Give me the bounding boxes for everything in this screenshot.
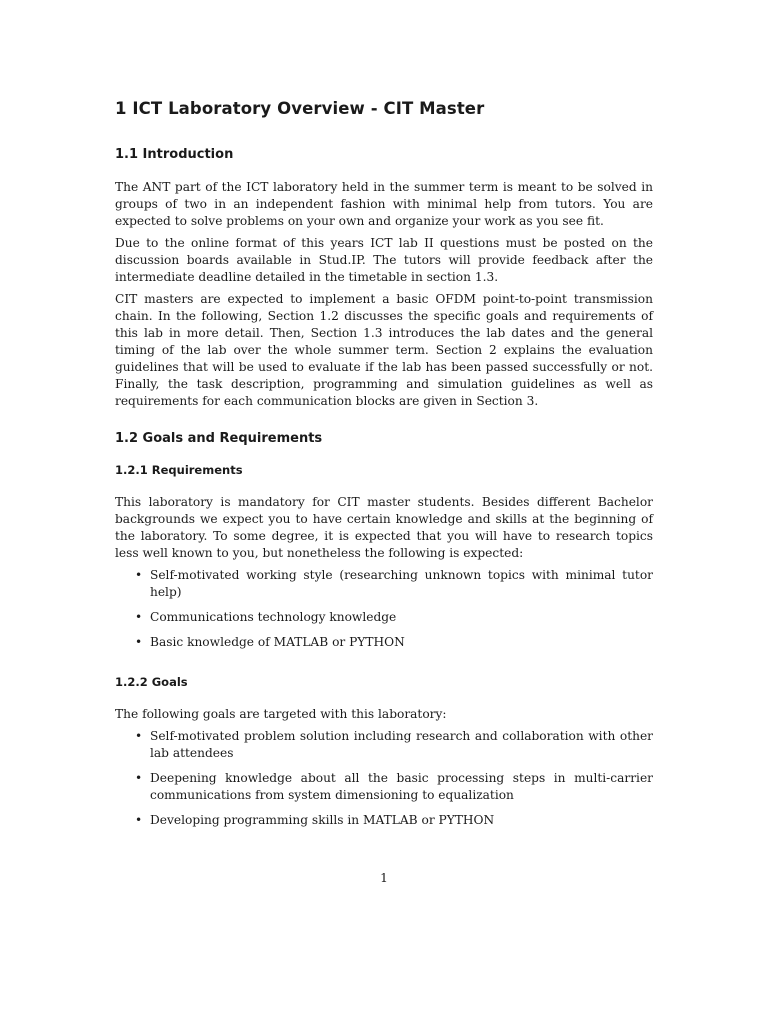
bullet-icon: • bbox=[135, 635, 143, 649]
intro-paragraph-3: CIT masters are expected to implement a basic OFDM point-to-point transmission chain. In the following, Section 1.2 discusses the specific goals and requirements of this lab in more detail. Then, Section 1.3 introduces the lab dates and the general timing of the lab over the whole summer term. Section 2 explains the evaluation guidelines that will be used to evaluate if the lab has been passed successfully or not. Finally, the task description, programming and simulation guidelines as well as requirements for each communication blocks are given in Section 3. bbox=[115, 292, 653, 408]
bullet-icon: • bbox=[135, 771, 143, 785]
list-item-text: Developing programming skills in MATLAB or PYTHON bbox=[150, 813, 495, 827]
subsection-requirements bbox=[115, 461, 653, 651]
bullet-icon: • bbox=[135, 610, 143, 624]
subsection-heading-goals: 1.2.2 Goals bbox=[115, 675, 188, 689]
list-item-text: Deepening knowledge about all the basic processing steps in multi-carrier communications from system dimensioning to equalization bbox=[150, 771, 653, 802]
section-introduction bbox=[115, 145, 653, 410]
chapter-title: 1 ICT Laboratory Overview - CIT Master bbox=[115, 99, 485, 118]
bullet-icon: • bbox=[135, 729, 143, 743]
list-item bbox=[115, 634, 653, 651]
section-heading-introduction: 1.1 Introduction bbox=[115, 147, 234, 162]
list-item bbox=[115, 609, 653, 626]
intro-paragraph-2: Due to the online format of this years ICT lab II questions must be posted on the discussion boards available in Stud.IP. The tutors will provide feedback after the intermediate deadline detailed in the timetable in section 1.3. bbox=[115, 236, 653, 284]
requirements-paragraph: This laboratory is mandatory for CIT master students. Besides different Bachelor backgrounds we expect you to have certain knowledge and skills at the beginning of the laboratory. To some degree, it is expected that you will have to research topics less well known to you, but nonetheless the following is expected: bbox=[115, 495, 653, 560]
bullet-icon: • bbox=[135, 813, 143, 827]
bullet-icon: • bbox=[135, 568, 143, 582]
section-heading-goals-and-requirements: 1.2 Goals and Requirements bbox=[115, 431, 323, 446]
page-content bbox=[115, 96, 653, 829]
list-item bbox=[115, 567, 653, 601]
subsection-heading-requirements: 1.2.1 Requirements bbox=[115, 463, 243, 477]
page-number: 1 bbox=[380, 871, 388, 885]
list-item-text: Basic knowledge of MATLAB or PYTHON bbox=[150, 635, 405, 649]
list-item bbox=[115, 812, 653, 829]
list-item bbox=[115, 770, 653, 804]
list-item-text: Communications technology knowledge bbox=[150, 610, 397, 624]
intro-paragraph-1: The ANT part of the ICT laboratory held in the summer term is meant to be solved in groups of two in an independent fashion with minimal help from tutors. You are expected to solve problems on your own and organize your work as you see fit. bbox=[115, 180, 653, 228]
list-item bbox=[115, 728, 653, 762]
section-goals-and-requirements bbox=[115, 429, 653, 829]
subsection-goals bbox=[115, 673, 653, 829]
requirements-list bbox=[115, 567, 653, 651]
goals-list bbox=[115, 728, 653, 829]
list-item-text: Self-motivated working style (researching unknown topics with minimal tutor help) bbox=[150, 568, 653, 599]
list-item-text: Self-motivated problem solution including research and collaboration with other lab attendees bbox=[150, 729, 653, 760]
goals-paragraph: The following goals are targeted with this laboratory: bbox=[115, 707, 447, 721]
